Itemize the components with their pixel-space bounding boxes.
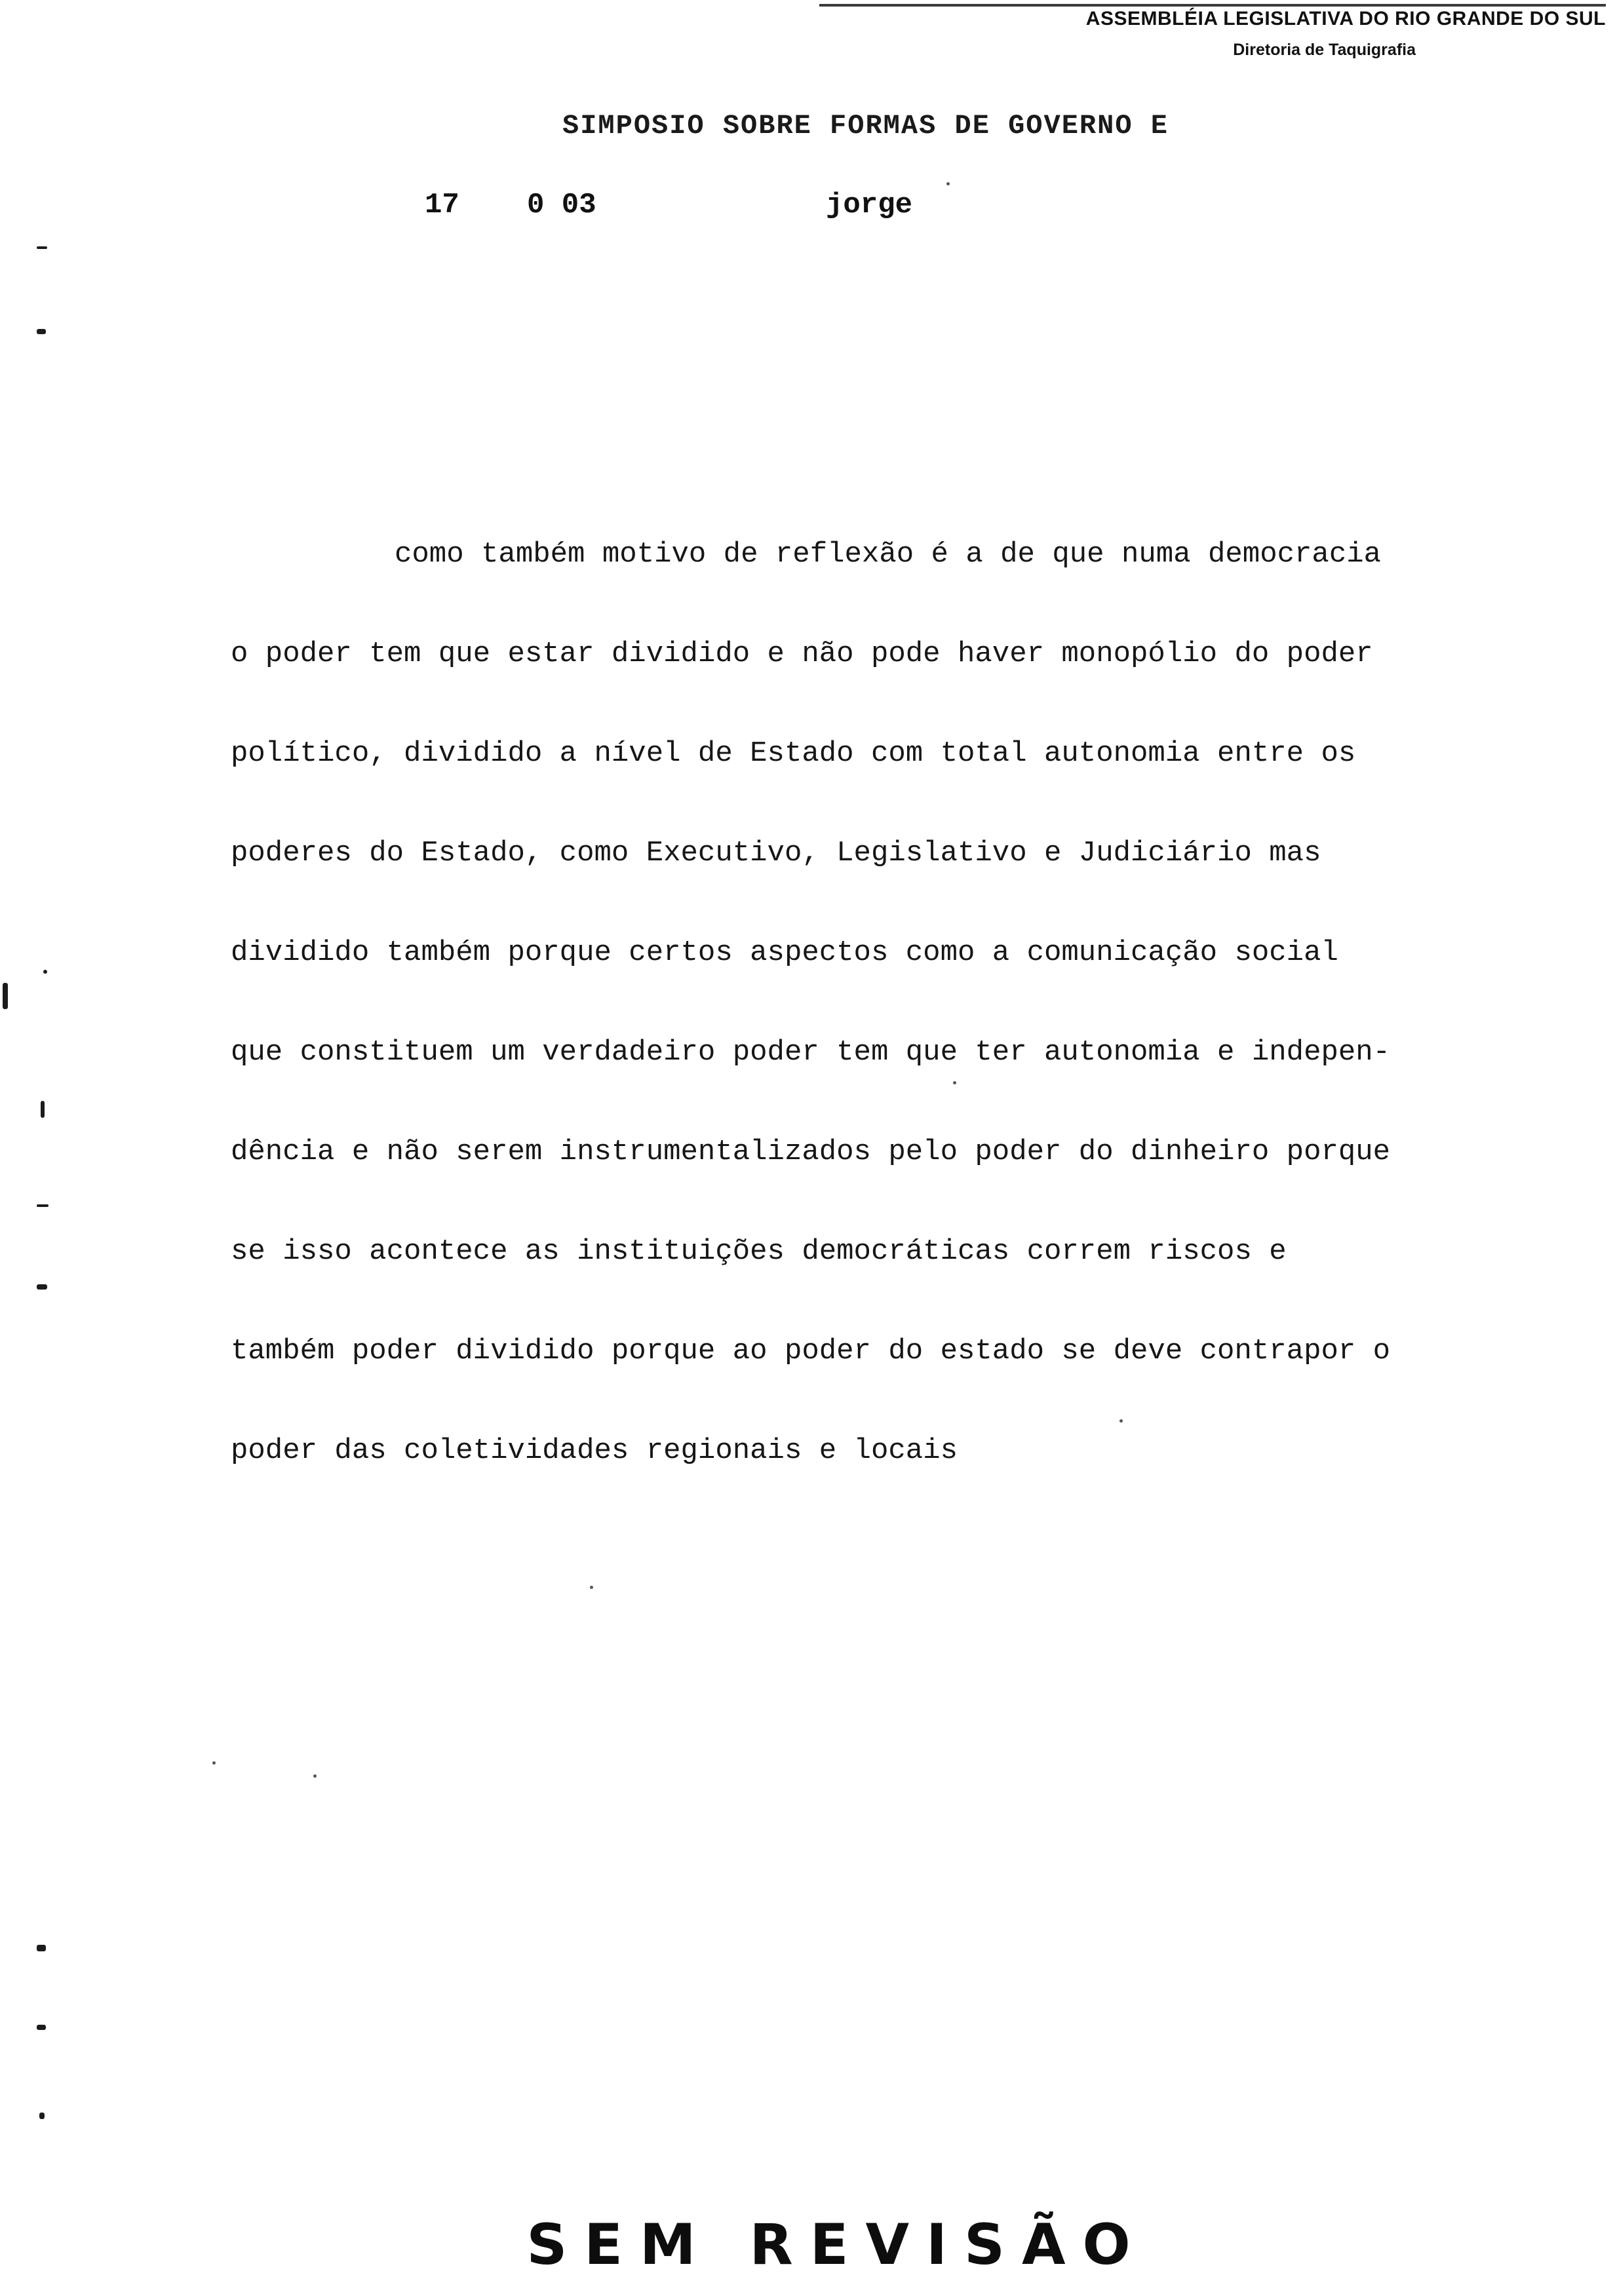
letterhead bbox=[819, 4, 1606, 60]
scan-speck bbox=[313, 1774, 317, 1778]
institution-name: ASSEMBLÉIA LEGISLATIVA DO RIO GRANDE DO SUL bbox=[1085, 8, 1606, 29]
margin-mark bbox=[41, 1101, 45, 1118]
scan-speck bbox=[946, 182, 950, 185]
scan-speck bbox=[1119, 1419, 1123, 1423]
transcript-line: se isso acontece as instituições democráticas correm riscos e bbox=[231, 1235, 1287, 1268]
transcript-line: poderes do Estado, como Executivo, Legislativo e Judiciário mas bbox=[231, 837, 1321, 870]
transcript-line: poder das coletividades regionais e locais bbox=[231, 1434, 958, 1467]
transcript-body bbox=[231, 505, 1581, 1501]
transcript-line: como também motivo de reflexão é a de que numa democracia bbox=[395, 538, 1382, 571]
margin-mark bbox=[43, 970, 47, 974]
transcript-line: dividido também porque certos aspectos como a comunicação social bbox=[231, 936, 1338, 969]
page-number: 17 bbox=[425, 189, 459, 221]
transcript-line: também poder dividido porque ao poder do estado se deve contrapor o bbox=[231, 1335, 1391, 1368]
transcript-line: o poder tem que estar dividido e não pode haver monopólio do poder bbox=[231, 638, 1373, 670]
transcript-line: dência e não serem instrumentalizados pelo poder do dinheiro porque bbox=[231, 1136, 1391, 1168]
scan-speck bbox=[953, 1081, 956, 1084]
margin-mark bbox=[37, 1204, 49, 1207]
document-title: SIMPOSIO SOBRE FORMAS DE GOVERNO E bbox=[562, 110, 1169, 142]
transcript-line: político, dividido a nível de Estado com total autonomia entre os bbox=[231, 737, 1356, 770]
review-stamp: SEM REVISÃO bbox=[526, 2212, 1148, 2278]
transcript-line: que constituem um verdadeiro poder tem que ter autonomia e indepen- bbox=[231, 1036, 1391, 1069]
margin-mark bbox=[37, 1284, 47, 1290]
scan-speck bbox=[212, 1761, 216, 1765]
margin-mark bbox=[39, 2113, 45, 2119]
speaker-name: jorge bbox=[826, 189, 913, 221]
margin-mark bbox=[37, 246, 47, 249]
division-name: Diretoria de Taquigrafia bbox=[1233, 41, 1416, 59]
document-meta bbox=[0, 189, 1615, 228]
margin-mark bbox=[37, 329, 46, 334]
scan-speck bbox=[590, 1586, 593, 1589]
margin-mark bbox=[37, 1945, 46, 1951]
sequence-code: 0 03 bbox=[527, 189, 596, 221]
letterhead-rule bbox=[819, 4, 1606, 7]
margin-mark bbox=[3, 983, 8, 1009]
margin-mark bbox=[37, 2025, 46, 2030]
